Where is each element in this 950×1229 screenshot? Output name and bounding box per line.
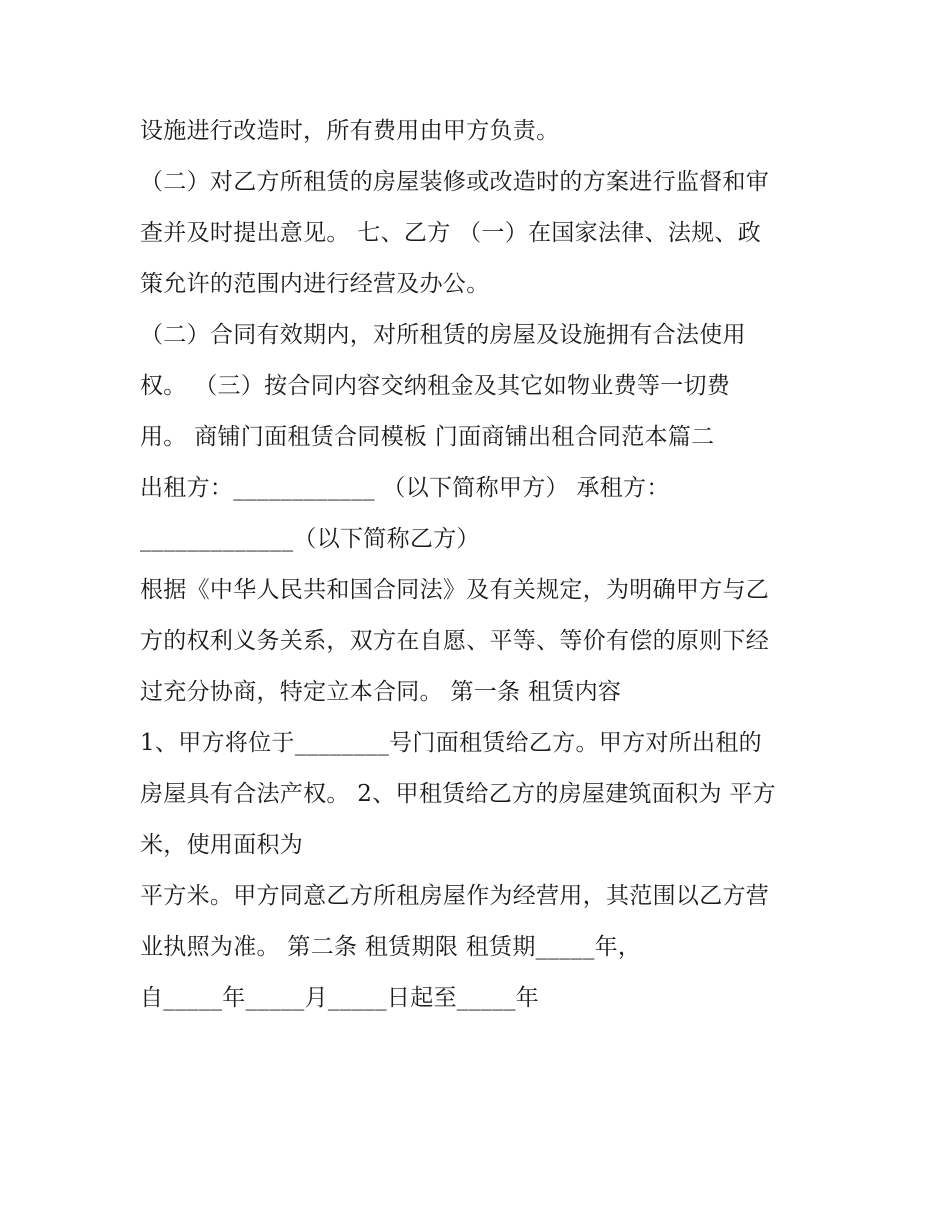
text-line: 策允许的范围内进行经营及办公。 bbox=[140, 271, 490, 297]
text-line: _____________（以下简称乙方） bbox=[140, 526, 480, 552]
text-line: 用。 商铺门面租赁合同模板 门面商铺出租合同范本篇二 bbox=[140, 424, 715, 450]
text-line: 设施进行改造时，所有费用由甲方负责。 bbox=[140, 118, 560, 144]
text-line: 米，使用面积为 bbox=[140, 832, 304, 858]
text-line: 查并及时提出意见。 七、乙方 （一）在国家法律、法规、政 bbox=[140, 220, 762, 246]
text-line: 1、甲方将位于________号门面租赁给乙方。甲方对所出租的 bbox=[140, 730, 762, 756]
text-line: 平方米。甲方同意乙方所租房屋作为经营用，其范围以乙方营 bbox=[140, 883, 770, 909]
text-line: 方的权利义务关系，双方在自愿、平等、等价有偿的原则下经 bbox=[140, 628, 770, 654]
text-line: （二）合同有效期内，对所租赁的房屋及设施拥有合法使用 bbox=[140, 322, 746, 348]
text-line: 出租方：____________ （以下简称甲方） 承租方： bbox=[140, 475, 670, 501]
text-line: 房屋具有合法产权。 2、甲租赁给乙方的房屋建筑面积为 平方 bbox=[140, 781, 776, 807]
text-line: 根据《中华人民共和国合同法》及有关规定，为明确甲方与乙 bbox=[140, 577, 770, 603]
text-line: 过充分协商，特定立本合同。 第一条 租赁内容 bbox=[140, 679, 622, 705]
contract-text bbox=[140, 106, 820, 1024]
text-line: 权。 （三）按合同内容交纳租金及其它如物业费等一切费 bbox=[140, 373, 731, 399]
text-line: （二）对乙方所租赁的房屋装修或改造时的方案进行监督和审 bbox=[140, 169, 770, 195]
text-line: 自_____年_____月_____日起至_____年 bbox=[140, 985, 540, 1011]
text-line: 业执照为准。 第二条 租赁期限 租赁期_____年， bbox=[140, 934, 642, 960]
